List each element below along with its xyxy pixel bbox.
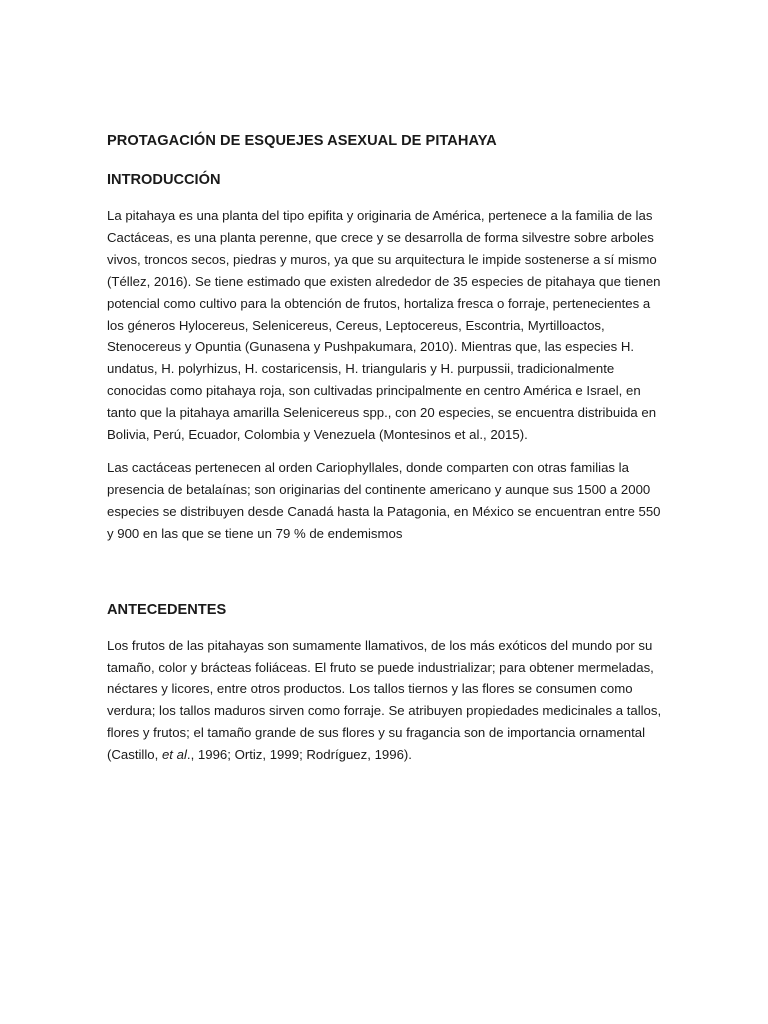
section-heading-introduccion: INTRODUCCIÓN — [107, 172, 221, 188]
document-body — [107, 130, 663, 766]
introduccion-paragraph-1: La pitahaya es una planta del tipo epifita y originaria de América, pertenece a la familia de las Cactáceas, es una planta perenne, que crece y se desarrolla de forma silvestre sobre arboles vivos, troncos secos, piedras y muros, ya que su arquitectura le impide sostenerse a sí mismo (Téllez, 2016). Se tiene estimado que existen alrededor de 35 especies de pitahaya que tienen potencial como cultivo para la obtención de frutos, hortaliza fresca o forraje, pertenecientes a los géneros Hylocereus, Selenicereus, Cereus, Leptocereus, Escontria, Myrtilloactos, Stenocereus y Opuntia (Gunasena y Pushpakumara, 2010). Mientras que, las especies H. undatus, H. polyrhizus, H. costaricensis, H. triangularis y H. purpussii, tradicionalmente conocidas como pitahaya roja, son cultivadas principalmente en centro América e Israel, en tanto que la pitahaya amarilla Selenicereus spp., con 20 especies, se encuentra distribuida en Bolivia, Perú, Ecuador, Colombia y Venezuela (Montesinos et al., 2015). — [107, 208, 661, 443]
section-heading-antecedentes: ANTECEDENTES — [107, 601, 227, 618]
antecedentes-text-start: Los frutos de las pitahayas son sumamente llamativos, de los más exóticos del mundo por su tamaño, color y brácteas foliáceas. El fruto se puede industrializar; para obtener mermeladas, néctares y licores, entre otros productos. Los tallos tiernos y las flores se consumen como verdura; los tallos maduros sirven como forraje. Se atribuyen propiedades medicinales a tallos, flores y frutos; el tamaño grande de sus flores y su fragancia son de importancia ornamental (Castillo, — [107, 637, 662, 763]
antecedentes-text-end: ., 1996; Ortiz, 1999; Rodríguez, 1996). — [186, 747, 412, 763]
antecedentes-paragraph — [107, 635, 663, 766]
document-title: PROTAGACIÓN DE ESQUEJES ASEXUAL DE PITAHAYA — [107, 133, 497, 149]
antecedentes-italic-et-al: et al — [161, 747, 187, 763]
introduccion-paragraph-2: Las cactáceas pertenecen al orden Cariophyllales, donde comparten con otras familias la presencia de betalaínas; son originarias del continente americano y aunque sus 1500 a 2000 especies se distribuyen desde Canadá hasta la Patagonia, en México se encuentran entre 550 y 900 en las que se tiene un 79 % de endemismos — [107, 459, 661, 541]
